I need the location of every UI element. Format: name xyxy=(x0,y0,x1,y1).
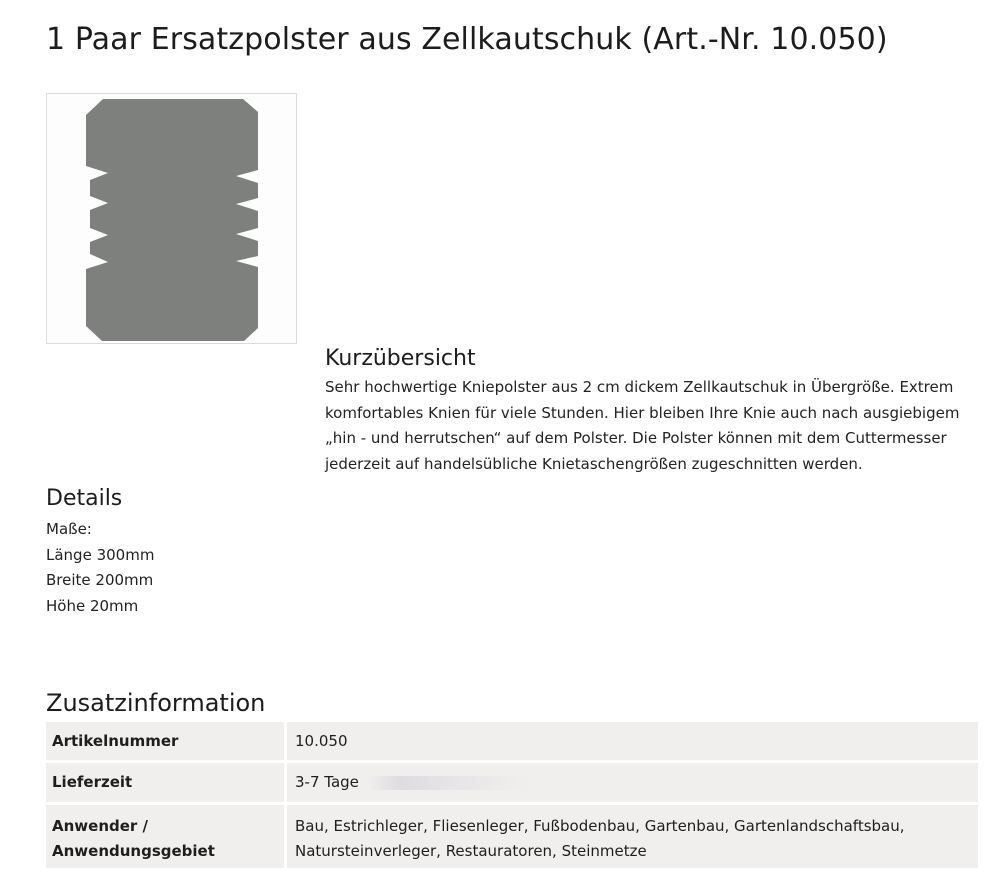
row-label-line: Anwender / xyxy=(52,817,149,835)
row-value-text: 3-7 Tage xyxy=(295,773,359,791)
details-item: Breite 200mm xyxy=(46,571,154,589)
row-value: 10.050 xyxy=(284,722,978,760)
overview-line: komfortables Knien für viele Stunden. Hier bleiben Ihre Knie auch nach ausgiebigem xyxy=(325,403,960,422)
blurred-text xyxy=(367,776,533,790)
knee-pad-shape xyxy=(86,99,258,341)
details-item: Länge 300mm xyxy=(46,545,155,564)
details-section xyxy=(46,486,154,619)
product-image[interactable] xyxy=(46,93,297,344)
extra-info-section xyxy=(46,689,978,871)
extra-info-table xyxy=(46,719,978,871)
details-list xyxy=(46,517,154,619)
overview-heading: Kurzübersicht xyxy=(325,346,476,371)
row-label: Lieferzeit xyxy=(46,763,284,802)
table-row xyxy=(46,763,978,802)
row-label xyxy=(46,805,284,868)
knee-pad-image xyxy=(47,94,296,343)
overview-section xyxy=(325,346,985,477)
overview-line: Sehr hochwertige Kniepolster aus 2 cm dickem Zellkautschuk in Übergröße. Extrem xyxy=(325,378,954,396)
table-row xyxy=(46,722,978,760)
row-label-line: Anwendungsgebiet xyxy=(52,842,215,860)
row-value xyxy=(284,763,978,802)
extra-info-heading: Zusatzinformation xyxy=(46,689,266,717)
row-value-line: Bau, Estrichleger, Fliesenleger, Fußbodenbau, Gartenbau, Gartenlandschaftsbau, xyxy=(295,817,905,835)
row-value xyxy=(284,805,978,868)
table-row xyxy=(46,805,978,868)
details-item: Maße: xyxy=(46,520,92,538)
page-title: 1 Paar Ersatzpolster aus Zellkautschuk (Art.-Nr. 10.050) xyxy=(46,22,888,57)
details-heading: Details xyxy=(46,486,123,511)
overview-text xyxy=(325,375,985,477)
overview-line: „hin - und herrutschen“ auf dem Polster. Die Polster können mit dem Cuttermesser xyxy=(325,429,947,447)
details-item: Höhe 20mm xyxy=(46,596,139,615)
row-label: Artikelnummer xyxy=(46,722,284,760)
row-value-line: Natursteinverleger, Restauratoren, Steinmetze xyxy=(295,842,647,860)
overview-line: jederzeit auf handelsübliche Knietaschengrößen zugeschnitten werden. xyxy=(325,454,863,473)
